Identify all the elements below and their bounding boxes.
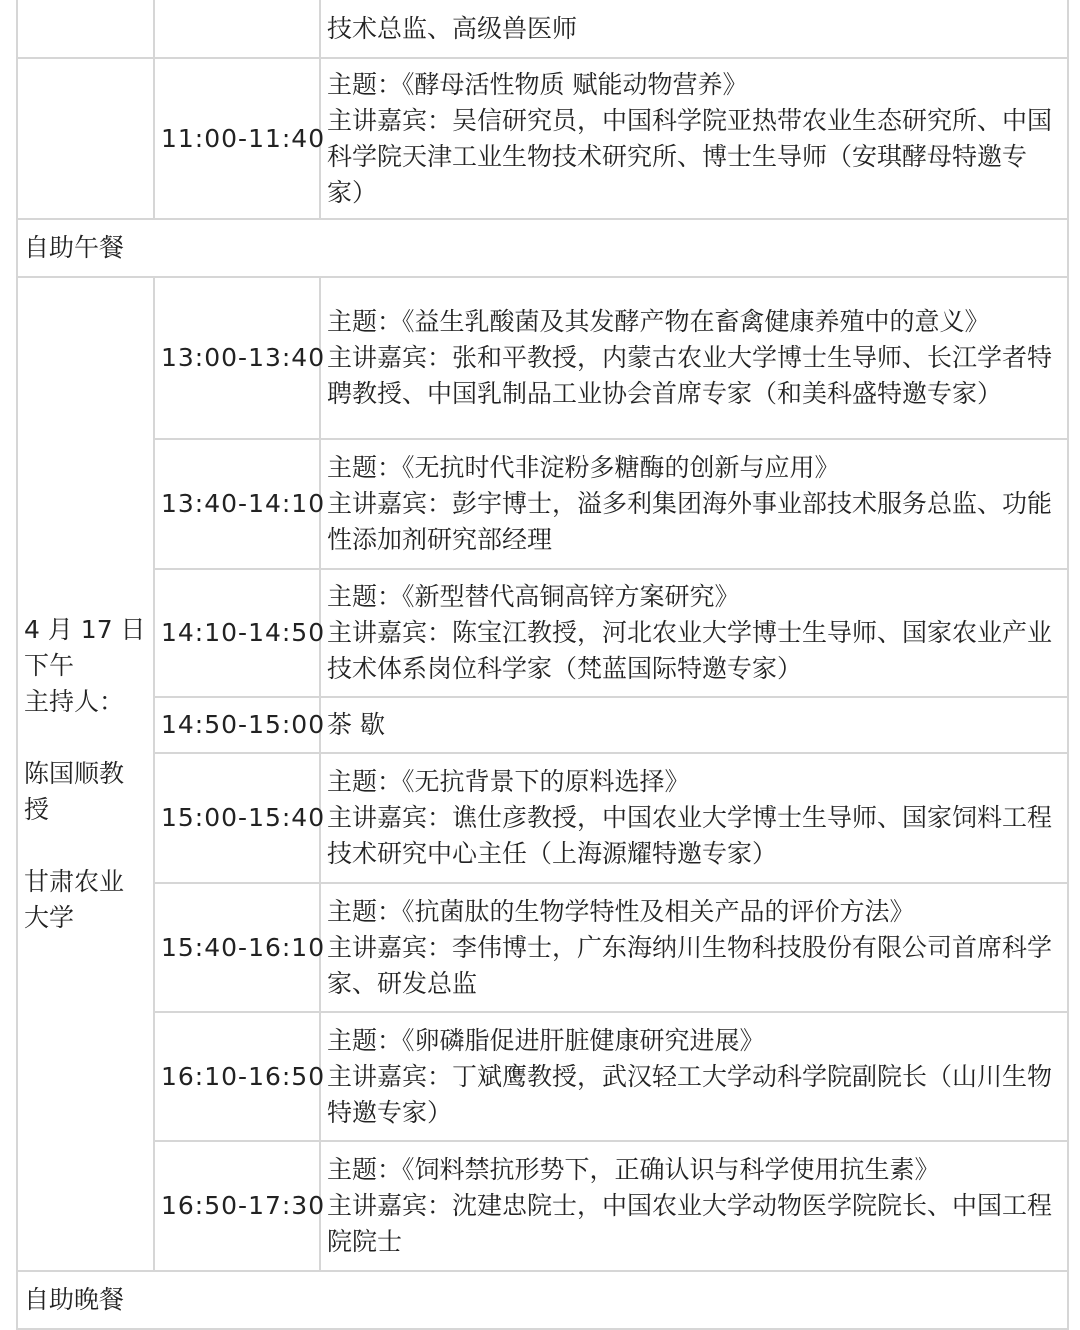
session-speaker: 主讲嘉宾：沈建忠院士，中国农业大学动物医学院院长、中国工程院院士 [327, 1191, 1053, 1256]
table-row [17, 1271, 1068, 1329]
session-cell [320, 569, 1068, 697]
session-cell [320, 1012, 1068, 1141]
session-speaker: 主讲嘉宾：丁斌鹰教授，武汉轻工大学动科学院副院长（山川生物特邀专家） [327, 1061, 1053, 1127]
table-row [17, 439, 1068, 569]
session-topic: 主题：《饲料禁抗形势下，正确认识与科学使用抗生素》 [327, 1155, 940, 1184]
table-row [17, 697, 1068, 753]
session-topic: 主题：《无抗时代非淀粉多糖酶的创新与应用》 [327, 453, 840, 482]
session-speaker: 主讲嘉宾：张和平教授，内蒙古农业大学博士生导师、长江学者特聘教授、中国乳制品工业协会首席专家（和美科盛特邀专家） [327, 343, 1053, 408]
time-cell: 15:00-15:40 [154, 753, 320, 883]
time-cell: 16:50-17:30 [154, 1141, 320, 1271]
schedule-table [16, 0, 1069, 1330]
time-cell: 15:40-16:10 [154, 883, 320, 1012]
table-row [17, 569, 1068, 697]
empty-cell [154, 0, 320, 58]
break-cell [320, 697, 1068, 753]
time-cell: 13:40-14:10 [154, 439, 320, 569]
empty-cell [17, 58, 154, 219]
session-period: 下午 [24, 651, 75, 680]
session-date: 4 月 17 日 [24, 615, 146, 644]
time-cell: 14:10-14:50 [154, 569, 320, 697]
dinner-row: 自助晚餐 [17, 1271, 1068, 1329]
table-row [17, 883, 1068, 1012]
session-cell [320, 277, 1068, 439]
host-label: 主持人： [24, 687, 125, 716]
table-row [17, 219, 1068, 277]
session-speaker: 主讲嘉宾：李伟博士，广东海纳川生物科技股份有限公司首席科学家、研发总监 [327, 932, 1053, 998]
time-cell: 14:50-15:00 [154, 697, 320, 753]
session-speaker: 主讲嘉宾：陈宝江教授，河北农业大学博士生导师、国家农业产业技术体系岗位科学家（梵蓝国际特邀专家） [327, 618, 1053, 683]
session-cell [320, 883, 1068, 1012]
session-topic: 主题：《无抗背景下的原料选择》 [327, 767, 690, 796]
speaker-cell [320, 0, 1068, 58]
host-name: 陈国顺教授 [24, 759, 125, 824]
session-speaker: 主讲嘉宾：谯仕彦教授，中国农业大学博士生导师、国家饲料工程技术研究中心主任（上海源耀特邀专家） [327, 803, 1053, 868]
table-row [17, 1012, 1068, 1141]
host-cell [17, 277, 154, 1271]
session-cell [320, 753, 1068, 883]
time-cell: 13:00-13:40 [154, 277, 320, 439]
table-row [17, 58, 1068, 219]
session-topic: 主题：《卵磷脂促进肝脏健康研究进展》 [327, 1025, 765, 1055]
session-topic: 主题：《抗菌肽的生物学特性及相关产品的评价方法》 [327, 896, 915, 926]
session-cell [320, 439, 1068, 569]
host-org: 甘肃农业大学 [24, 867, 125, 932]
empty-cell [17, 0, 154, 58]
session-topic: 主题：《新型替代高铜高锌方案研究》 [327, 582, 740, 611]
table-row [17, 1141, 1068, 1271]
lunch-row: 自助午餐 [17, 219, 1068, 277]
table-row [17, 277, 1068, 439]
break-label: 茶 歇 [327, 710, 385, 739]
table-row [17, 753, 1068, 883]
session-topic: 主题：《益生乳酸菌及其发酵产物在畜禽健康养殖中的意义》 [327, 307, 990, 336]
speaker-text: 技术总监、高级兽医师 [327, 13, 578, 43]
time-cell: 11:00-11:40 [154, 58, 320, 219]
session-speaker: 主讲嘉宾：吴信研究员，中国科学院亚热带农业生态研究所、中国科学院天津工业生物技术研究所、博士生导师（安琪酵母特邀专家） [327, 105, 1053, 207]
session-topic: 主题：《酵母活性物质 赋能动物营养》 [327, 69, 748, 99]
session-cell [320, 1141, 1068, 1271]
session-speaker: 主讲嘉宾：彭宇博士，溢多利集团海外事业部技术服务总监、功能性添加剂研究部经理 [327, 489, 1053, 554]
table-row [17, 0, 1068, 58]
session-cell [320, 58, 1068, 219]
time-cell: 16:10-16:50 [154, 1012, 320, 1141]
